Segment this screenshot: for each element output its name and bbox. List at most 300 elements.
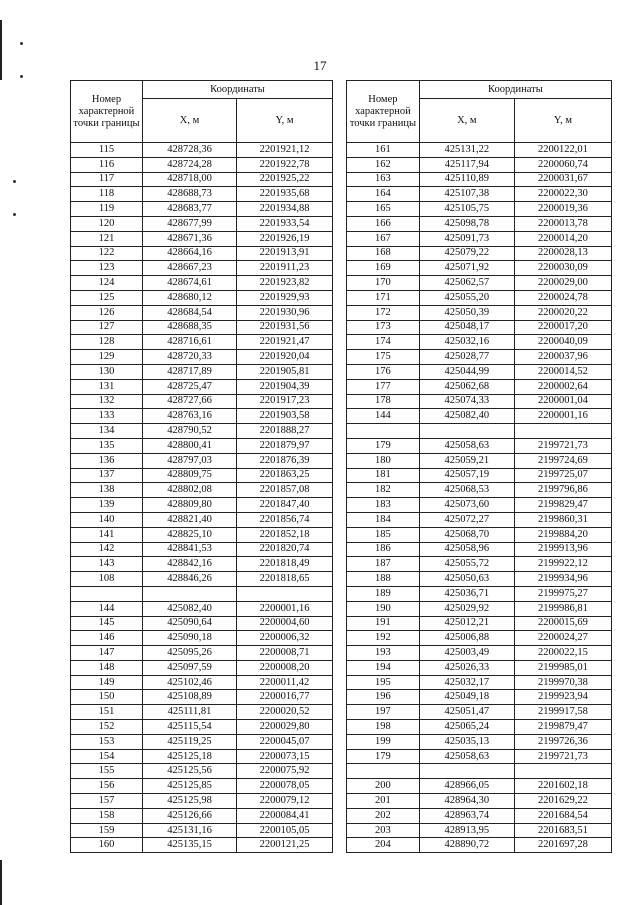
point-number-cell: 130 — [71, 364, 143, 379]
table-row — [347, 557, 612, 572]
y-coordinate-cell: 2200073,15 — [237, 749, 333, 764]
x-coordinate-cell: 428763,16 — [143, 409, 237, 424]
table-row — [347, 424, 612, 439]
table-row — [347, 350, 612, 365]
y-coordinate-cell: 2199922,12 — [514, 557, 611, 572]
point-number-cell: 190 — [347, 601, 420, 616]
x-coordinate-cell: 428809,80 — [143, 498, 237, 513]
x-coordinate-cell: 425095,26 — [143, 646, 237, 661]
table-row — [71, 734, 333, 749]
x-coordinate-cell: 425125,98 — [143, 794, 237, 809]
x-coordinate-cell: 428718,00 — [143, 172, 237, 187]
table-row — [347, 261, 612, 276]
x-coordinate-cell: 428890,72 — [419, 838, 514, 853]
y-coordinate-cell: 2200029,00 — [514, 276, 611, 291]
point-number-cell: 121 — [71, 231, 143, 246]
point-number-cell: 116 — [71, 157, 143, 172]
table-row — [347, 187, 612, 202]
point-number-cell: 200 — [347, 779, 420, 794]
x-coordinate-cell: 425058,96 — [419, 542, 514, 557]
x-coordinate-cell — [419, 424, 514, 439]
point-number-cell: 141 — [71, 527, 143, 542]
x-coordinate-cell: 425091,73 — [419, 231, 514, 246]
y-coordinate-cell: 2199913,96 — [514, 542, 611, 557]
table-row — [347, 542, 612, 557]
x-coordinate-cell: 425074,33 — [419, 394, 514, 409]
x-coordinate-cell: 428688,35 — [143, 320, 237, 335]
table-row — [71, 453, 333, 468]
x-coordinate-cell: 425035,13 — [419, 734, 514, 749]
point-number-cell: 123 — [71, 261, 143, 276]
table-row — [347, 808, 612, 823]
y-coordinate-cell: 2200040,09 — [514, 335, 611, 350]
table-row — [347, 690, 612, 705]
point-number-cell: 118 — [71, 187, 143, 202]
y-coordinate-cell: 2199725,07 — [514, 468, 611, 483]
y-coordinate-cell: 2200022,15 — [514, 646, 611, 661]
x-coordinate-cell: 425125,85 — [143, 779, 237, 794]
point-number-cell: 147 — [71, 646, 143, 661]
x-coordinate-cell: 428802,08 — [143, 483, 237, 498]
coordinates-header: Координаты — [419, 81, 611, 99]
table-row — [71, 350, 333, 365]
x-coordinate-cell: 428680,12 — [143, 290, 237, 305]
table-row — [347, 231, 612, 246]
y-coordinate-cell: 2200060,74 — [514, 157, 611, 172]
point-number-cell: 131 — [71, 379, 143, 394]
x-coordinate-cell: 425029,92 — [419, 601, 514, 616]
y-coordinate-cell: 2200037,96 — [514, 350, 611, 365]
x-coordinate-cell: 425107,38 — [419, 187, 514, 202]
scan-edge-line — [0, 860, 2, 905]
y-coordinate-cell: 2201602,18 — [514, 779, 611, 794]
point-number-cell: 153 — [71, 734, 143, 749]
point-number-cell: 160 — [71, 838, 143, 853]
x-coordinate-cell: 425126,66 — [143, 808, 237, 823]
x-header: X, м — [143, 99, 237, 143]
y-coordinate-cell: 2200004,60 — [237, 616, 333, 631]
point-number-cell: 152 — [71, 720, 143, 735]
y-coordinate-cell: 2201933,54 — [237, 216, 333, 231]
y-coordinate-cell: 2201697,28 — [514, 838, 611, 853]
y-coordinate-cell: 2199917,58 — [514, 705, 611, 720]
point-number-cell: 171 — [347, 290, 420, 305]
y-coordinate-cell: 2200008,20 — [237, 660, 333, 675]
table-row — [71, 305, 333, 320]
point-number-cell: 108 — [71, 572, 143, 587]
y-coordinate-cell — [514, 764, 611, 779]
table-row — [347, 631, 612, 646]
point-number-cell: 177 — [347, 379, 420, 394]
y-coordinate-cell: 2201926,19 — [237, 231, 333, 246]
table-row — [71, 631, 333, 646]
y-coordinate-cell: 2200020,22 — [514, 305, 611, 320]
point-number-cell: 182 — [347, 483, 420, 498]
x-coordinate-cell: 428717,89 — [143, 364, 237, 379]
point-number-cell: 175 — [347, 350, 420, 365]
table-row — [347, 364, 612, 379]
y-coordinate-cell: 2201913,91 — [237, 246, 333, 261]
y-coordinate-cell: 2199986,81 — [514, 601, 611, 616]
y-coordinate-cell: 2200006,32 — [237, 631, 333, 646]
y-coordinate-cell: 2200105,05 — [237, 823, 333, 838]
point-number-cell: 201 — [347, 794, 420, 809]
table-row — [347, 276, 612, 291]
scan-speck — [13, 213, 16, 216]
table-row — [71, 527, 333, 542]
point-number-cell: 189 — [347, 586, 420, 601]
x-coordinate-cell: 425012,21 — [419, 616, 514, 631]
x-coordinate-cell: 425068,70 — [419, 527, 514, 542]
point-number-cell: 143 — [71, 557, 143, 572]
table-row — [347, 764, 612, 779]
x-coordinate-cell: 425079,22 — [419, 246, 514, 261]
point-number-cell: 125 — [71, 290, 143, 305]
table-row — [347, 646, 612, 661]
point-number-cell: 179 — [347, 438, 420, 453]
table-row — [71, 483, 333, 498]
y-coordinate-cell: 2201905,81 — [237, 364, 333, 379]
point-number-cell: 183 — [347, 498, 420, 513]
table-row — [71, 261, 333, 276]
y-coordinate-cell: 2200001,04 — [514, 394, 611, 409]
table-row — [71, 187, 333, 202]
x-coordinate-cell: 425048,17 — [419, 320, 514, 335]
x-coordinate-cell — [143, 586, 237, 601]
table-row — [347, 779, 612, 794]
x-coordinate-cell: 425049,18 — [419, 690, 514, 705]
table-row — [71, 749, 333, 764]
y-coordinate-cell: 2200029,80 — [237, 720, 333, 735]
y-coordinate-cell: 2201684,54 — [514, 808, 611, 823]
point-number-cell: 179 — [347, 749, 420, 764]
point-number-cell: 192 — [347, 631, 420, 646]
x-coordinate-cell: 425073,60 — [419, 498, 514, 513]
point-number-cell: 144 — [71, 601, 143, 616]
table-row — [347, 335, 612, 350]
point-number-cell: 126 — [71, 305, 143, 320]
table-row — [71, 409, 333, 424]
point-number-cell: 127 — [71, 320, 143, 335]
table-row — [71, 660, 333, 675]
y-coordinate-cell: 2201856,74 — [237, 512, 333, 527]
x-coordinate-cell: 428964,30 — [419, 794, 514, 809]
point-number-cell: 133 — [71, 409, 143, 424]
table-row — [347, 453, 612, 468]
point-number-cell — [71, 586, 143, 601]
y-coordinate-cell: 2200013,78 — [514, 216, 611, 231]
table-row — [71, 246, 333, 261]
point-number-cell: 203 — [347, 823, 420, 838]
table-row — [347, 379, 612, 394]
y-coordinate-cell: 2200008,71 — [237, 646, 333, 661]
x-coordinate-cell: 425117,94 — [419, 157, 514, 172]
x-coordinate-cell: 425097,59 — [143, 660, 237, 675]
point-number-cell: 193 — [347, 646, 420, 661]
y-coordinate-cell: 2200045,07 — [237, 734, 333, 749]
x-coordinate-cell: 425059,21 — [419, 453, 514, 468]
point-number-cell: 159 — [71, 823, 143, 838]
table-row — [71, 572, 333, 587]
y-coordinate-cell: 2200078,05 — [237, 779, 333, 794]
point-number-cell: 137 — [71, 468, 143, 483]
x-coordinate-cell: 425131,22 — [419, 143, 514, 158]
x-coordinate-cell: 428728,36 — [143, 143, 237, 158]
table-row — [347, 246, 612, 261]
x-coordinate-cell: 428724,28 — [143, 157, 237, 172]
point-number-cell: 139 — [71, 498, 143, 513]
point-number-cell: 173 — [347, 320, 420, 335]
y-coordinate-cell: 2200020,52 — [237, 705, 333, 720]
table-row — [71, 690, 333, 705]
y-coordinate-cell: 2199829,47 — [514, 498, 611, 513]
table-row — [71, 808, 333, 823]
x-coordinate-cell: 425119,25 — [143, 734, 237, 749]
point-number-cell: 117 — [71, 172, 143, 187]
x-coordinate-cell: 425058,63 — [419, 438, 514, 453]
point-number-cell: 158 — [71, 808, 143, 823]
table-row — [347, 483, 612, 498]
table-row — [347, 143, 612, 158]
y-coordinate-cell: 2201922,78 — [237, 157, 333, 172]
point-number-cell: 128 — [71, 335, 143, 350]
y-coordinate-cell: 2200019,36 — [514, 202, 611, 217]
point-number-cell: 142 — [71, 542, 143, 557]
x-coordinate-cell: 428966,05 — [419, 779, 514, 794]
y-coordinate-cell: 2200014,20 — [514, 231, 611, 246]
point-number-cell: 138 — [71, 483, 143, 498]
point-number-cell: 120 — [71, 216, 143, 231]
x-coordinate-cell: 425044,99 — [419, 364, 514, 379]
y-coordinate-cell: 2200075,92 — [237, 764, 333, 779]
point-number-header: Номер характерной точки границы — [347, 81, 420, 143]
point-number-cell: 188 — [347, 572, 420, 587]
point-number-cell: 199 — [347, 734, 420, 749]
x-coordinate-cell: 425062,68 — [419, 379, 514, 394]
point-number-cell: 196 — [347, 690, 420, 705]
table-row — [347, 527, 612, 542]
table-row — [347, 305, 612, 320]
y-coordinate-cell: 2200016,77 — [237, 690, 333, 705]
scan-speck — [13, 180, 16, 183]
table-row — [347, 586, 612, 601]
y-coordinate-cell: 2200031,67 — [514, 172, 611, 187]
table-row — [71, 794, 333, 809]
point-number-cell: 174 — [347, 335, 420, 350]
x-coordinate-cell: 428674,61 — [143, 276, 237, 291]
table-row — [347, 705, 612, 720]
x-coordinate-cell: 428725,47 — [143, 379, 237, 394]
x-coordinate-cell: 425082,40 — [419, 409, 514, 424]
table-row — [347, 572, 612, 587]
y-coordinate-cell: 2200002,64 — [514, 379, 611, 394]
y-coordinate-cell: 2200121,25 — [237, 838, 333, 853]
point-number-cell: 119 — [71, 202, 143, 217]
point-number-cell: 154 — [71, 749, 143, 764]
x-coordinate-cell: 425108,89 — [143, 690, 237, 705]
point-number-cell: 157 — [71, 794, 143, 809]
x-coordinate-cell: 425058,63 — [419, 749, 514, 764]
point-number-cell: 168 — [347, 246, 420, 261]
point-number-cell: 144 — [347, 409, 420, 424]
point-number-cell: 178 — [347, 394, 420, 409]
table-row — [71, 720, 333, 735]
point-number-cell — [347, 764, 420, 779]
x-coordinate-cell: 428727,66 — [143, 394, 237, 409]
y-coordinate-cell: 2201629,22 — [514, 794, 611, 809]
coordinates-table-right — [346, 80, 612, 853]
x-coordinate-cell: 428716,61 — [143, 335, 237, 350]
table-row — [71, 172, 333, 187]
x-coordinate-cell: 428841,53 — [143, 542, 237, 557]
x-coordinate-cell: 425050,39 — [419, 305, 514, 320]
table-row — [347, 512, 612, 527]
table-row — [71, 616, 333, 631]
y-coordinate-cell: 2201934,88 — [237, 202, 333, 217]
point-number-cell: 136 — [71, 453, 143, 468]
table-row — [71, 646, 333, 661]
y-coordinate-cell: 2200028,13 — [514, 246, 611, 261]
point-number-cell: 195 — [347, 675, 420, 690]
table-row — [347, 734, 612, 749]
table-row — [71, 424, 333, 439]
point-number-cell: 135 — [71, 438, 143, 453]
x-coordinate-cell: 428846,26 — [143, 572, 237, 587]
point-number-cell: 186 — [347, 542, 420, 557]
y-coordinate-cell: 2199923,94 — [514, 690, 611, 705]
x-coordinate-cell: 428720,33 — [143, 350, 237, 365]
point-number-cell: 124 — [71, 276, 143, 291]
table-row — [71, 202, 333, 217]
x-coordinate-cell: 428797,03 — [143, 453, 237, 468]
table-row — [347, 601, 612, 616]
y-coordinate-cell: 2200030,09 — [514, 261, 611, 276]
y-coordinate-cell: 2200024,27 — [514, 631, 611, 646]
x-coordinate-cell: 428913,95 — [419, 823, 514, 838]
y-coordinate-cell: 2200011,42 — [237, 675, 333, 690]
table-row — [71, 379, 333, 394]
point-number-cell: 170 — [347, 276, 420, 291]
y-coordinate-cell: 2201863,25 — [237, 468, 333, 483]
point-number-cell: 163 — [347, 172, 420, 187]
y-coordinate-cell: 2201847,40 — [237, 498, 333, 513]
y-coordinate-cell: 2199879,47 — [514, 720, 611, 735]
y-coordinate-cell: 2201923,82 — [237, 276, 333, 291]
y-coordinate-cell: 2201921,47 — [237, 335, 333, 350]
y-coordinate-cell: 2201929,93 — [237, 290, 333, 305]
x-coordinate-cell — [419, 764, 514, 779]
x-coordinate-cell: 428842,16 — [143, 557, 237, 572]
point-number-cell: 129 — [71, 350, 143, 365]
table-row — [347, 616, 612, 631]
y-coordinate-cell: 2200122,01 — [514, 143, 611, 158]
x-coordinate-cell: 425135,15 — [143, 838, 237, 853]
y-coordinate-cell: 2201852,18 — [237, 527, 333, 542]
x-coordinate-cell: 425032,16 — [419, 335, 514, 350]
y-coordinate-cell: 2201903,58 — [237, 409, 333, 424]
table-row — [347, 157, 612, 172]
point-number-cell: 185 — [347, 527, 420, 542]
y-coordinate-cell: 2200001,16 — [514, 409, 611, 424]
y-coordinate-cell: 2201935,68 — [237, 187, 333, 202]
x-coordinate-cell: 428825,10 — [143, 527, 237, 542]
table-row — [347, 290, 612, 305]
table-row — [347, 838, 612, 853]
table-row — [71, 335, 333, 350]
x-coordinate-cell: 425098,78 — [419, 216, 514, 231]
table-row — [71, 143, 333, 158]
y-coordinate-cell: 2200024,78 — [514, 290, 611, 305]
point-number-cell: 167 — [347, 231, 420, 246]
y-coordinate-cell: 2201917,23 — [237, 394, 333, 409]
table-row — [71, 557, 333, 572]
y-coordinate-cell: 2201888,27 — [237, 424, 333, 439]
point-number-cell: 204 — [347, 838, 420, 853]
point-number-cell: 169 — [347, 261, 420, 276]
page-number: 17 — [313, 58, 327, 73]
x-coordinate-cell: 425115,54 — [143, 720, 237, 735]
x-coordinate-cell: 425003,49 — [419, 646, 514, 661]
x-coordinate-cell: 425131,16 — [143, 823, 237, 838]
y-coordinate-cell: 2199721,73 — [514, 438, 611, 453]
point-number-cell — [347, 424, 420, 439]
x-coordinate-cell: 425050,63 — [419, 572, 514, 587]
y-coordinate-cell — [237, 586, 333, 601]
y-coordinate-cell: 2200022,30 — [514, 187, 611, 202]
table-row — [347, 216, 612, 231]
point-number-cell: 187 — [347, 557, 420, 572]
table-row — [71, 512, 333, 527]
table-row — [71, 823, 333, 838]
point-number-cell: 162 — [347, 157, 420, 172]
table-row — [71, 216, 333, 231]
table-row — [71, 468, 333, 483]
point-number-cell: 161 — [347, 143, 420, 158]
table-row — [347, 794, 612, 809]
y-coordinate-cell: 2199975,27 — [514, 586, 611, 601]
x-coordinate-cell: 425072,27 — [419, 512, 514, 527]
x-coordinate-cell: 428683,77 — [143, 202, 237, 217]
y-coordinate-cell: 2201818,49 — [237, 557, 333, 572]
point-number-cell: 156 — [71, 779, 143, 794]
point-number-cell: 172 — [347, 305, 420, 320]
x-coordinate-cell: 428667,23 — [143, 261, 237, 276]
y-coordinate-cell: 2201904,39 — [237, 379, 333, 394]
y-coordinate-cell: 2201911,23 — [237, 261, 333, 276]
x-coordinate-cell: 428684,54 — [143, 305, 237, 320]
x-coordinate-cell: 428809,75 — [143, 468, 237, 483]
point-number-cell: 184 — [347, 512, 420, 527]
y-coordinate-cell: 2199970,38 — [514, 675, 611, 690]
x-coordinate-cell: 425055,72 — [419, 557, 514, 572]
table-row — [347, 823, 612, 838]
point-number-cell: 155 — [71, 764, 143, 779]
table-row — [71, 779, 333, 794]
point-number-cell: 122 — [71, 246, 143, 261]
table-row — [71, 838, 333, 853]
point-number-cell: 149 — [71, 675, 143, 690]
y-coordinate-cell: 2200014,52 — [514, 364, 611, 379]
point-number-cell: 198 — [347, 720, 420, 735]
y-coordinate-cell: 2201931,56 — [237, 320, 333, 335]
y-coordinate-cell: 2199985,01 — [514, 660, 611, 675]
point-number-cell: 180 — [347, 453, 420, 468]
table-row — [347, 660, 612, 675]
y-coordinate-cell: 2200015,69 — [514, 616, 611, 631]
y-coordinate-cell — [514, 424, 611, 439]
x-coordinate-cell: 428800,41 — [143, 438, 237, 453]
y-coordinate-cell: 2199721,73 — [514, 749, 611, 764]
